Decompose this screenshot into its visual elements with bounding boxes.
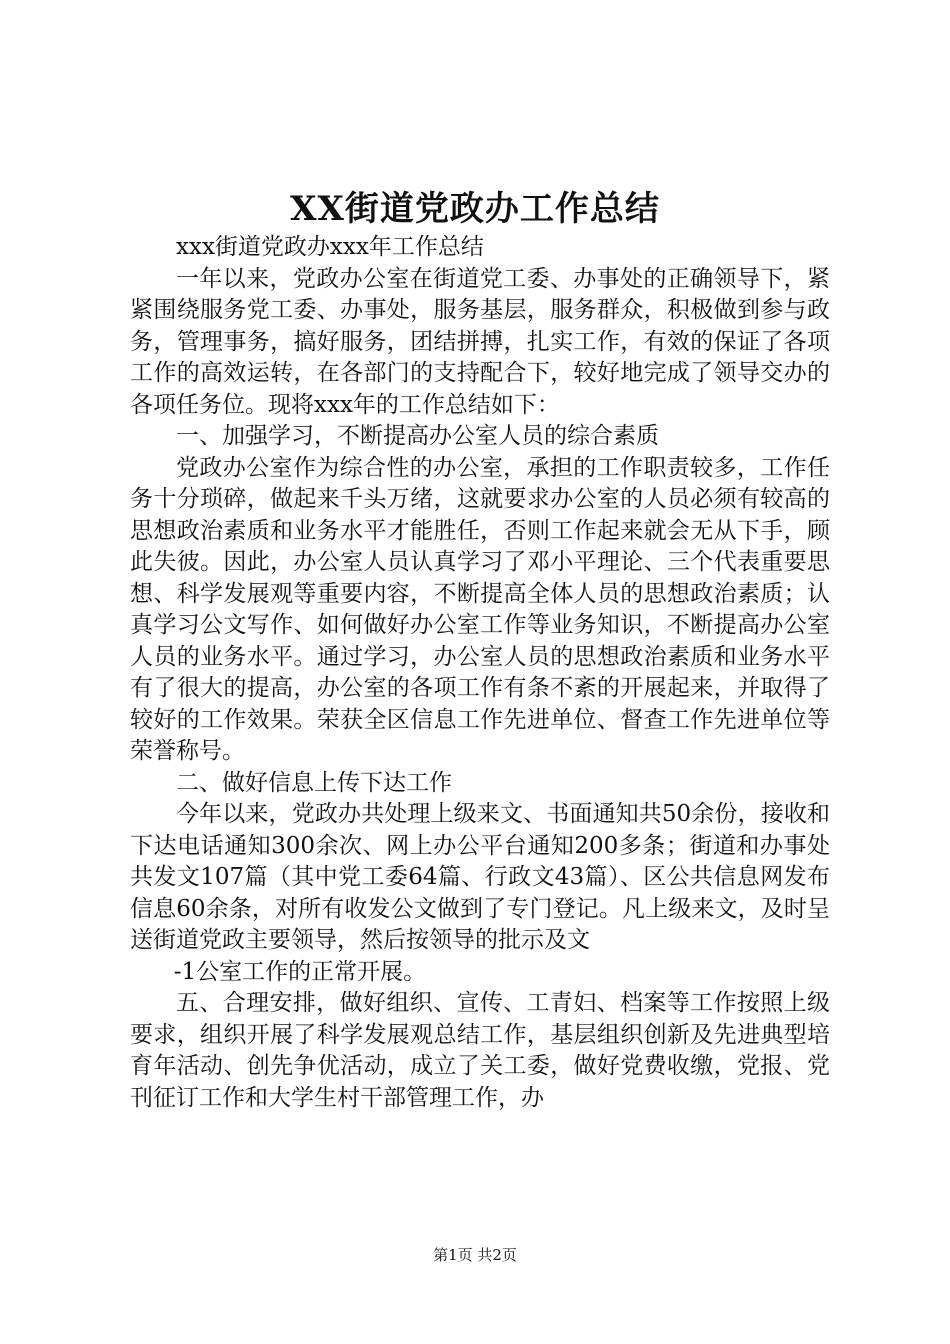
intro-paragraph: 一年以来，党政办公室在街道党工委、办事处的正确领导下，紧紧围绕服务党工委、办事处，服务基层，服务群众，积极做到参与政务，管理事务，搞好服务，团结拼搏，扎实工作，有效的保证了各项工作的高效运转，在各部门的支持配合下，较好地完成了领导交办的各项任务位。现将xxx年的工作总结如下： [130, 265, 830, 418]
section-2-paragraph: 今年以来，党政办共处理上级来文、书面通知共50余份，接收和下达电话通知300余次、网上办公平台通知200多条；街道和办事处共发文107篇（其中党工委64篇、行政文43篇）、区公共信息网发布信息60余条，对所有收发公文做到了专门登记。凡上级来文，及时呈送街道党政主要领导，然后按领导的批示及文 [130, 801, 830, 953]
section-5-paragraph: 五、合理安排，做好组织、宣传、工青妇、档案等工作按照上级要求，组织开展了科学发展观总结工作，基层组织创新及先进典型培育年活动、创先争优活动，成立了关工委，做好党费收缴，党报、党刊征订工作和大学生村干部管理工作，办 [130, 990, 830, 1111]
page-number-footer: 第1页 共2页 [433, 1246, 517, 1264]
fragment-paragraph: -1公室工作的正常开展。 [173, 958, 427, 985]
document-title: XX街道党政办工作总结 [290, 189, 660, 229]
subtitle-paragraph: xxx街道党政办xxx年工作总结 [176, 234, 484, 260]
section-heading-2: 二、做好信息上传下达工作 [176, 769, 452, 796]
section-1-paragraph: 党政办公室作为综合性的办公室，承担的工作职责较多，工作任务十分琐碎，做起来千头万绪，这就要求办公室的人员必须有较高的思想政治素质和业务水平才能胜任，否则工作起来就会无从下手，顾此失彼。因此，办公室人员认真学习了邓小平理论、三个代表重要思想、科学发展观等重要内容，不断提高全体人员的思想政治素质；认真学习公文写作、如何做好办公室工作等业务知识，不断提高办公室人员的业务水平。通过学习，办公室人员的思想政治素质和业务水平有了很大的提高，办公室的各项工作有条不紊的开展起来，并取得了较好的工作效果。荣获全区信息工作先进单位、督查工作先进单位等荣誉称号。 [130, 454, 830, 764]
document-body [130, 232, 830, 1114]
section-heading-1: 一、加强学习，不断提高办公室人员的综合素质 [176, 423, 659, 449]
